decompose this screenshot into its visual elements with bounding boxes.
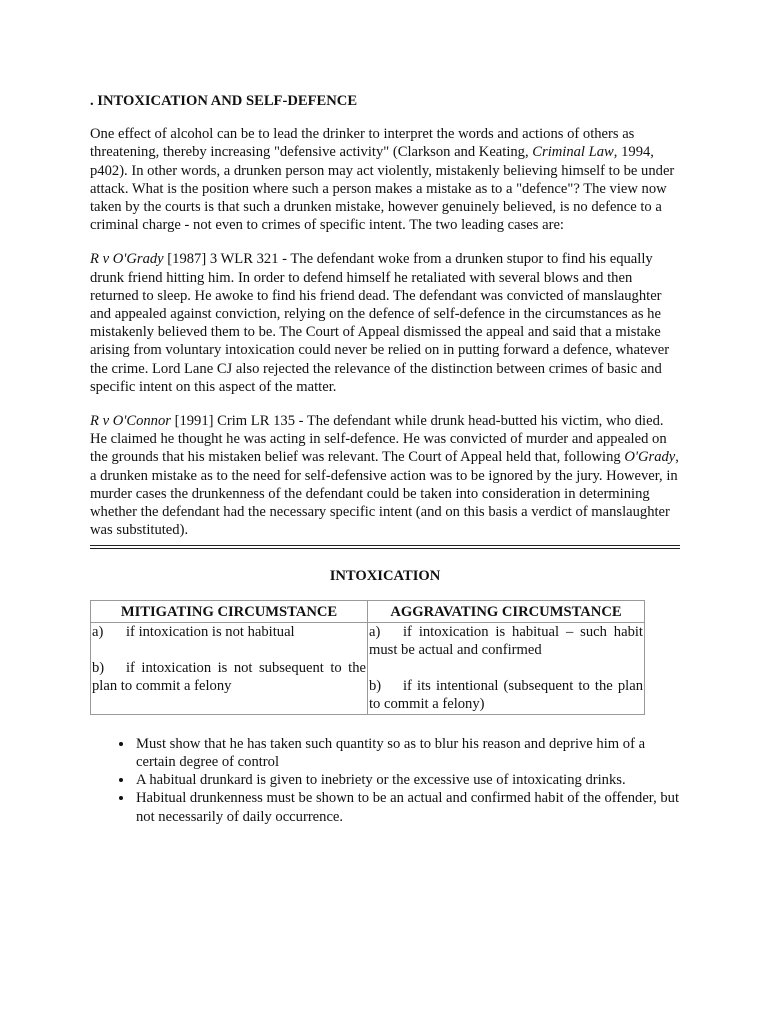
- section-heading: . INTOXICATION AND SELF-DEFENCE: [90, 93, 358, 109]
- intro-paragraph: [90, 125, 680, 234]
- intro-text-2: , 1994, p402). In other words, a drunken person may act violently, mistakenly believing himself to be under attack. What is the position where such a person makes a mistake as to a "defence"? The view now taken by the courts is that such a drunken mistake, however genuinely believed, is no defence to a criminal charge - not even to crimes of specific intent. The two leading cases are:: [90, 144, 675, 234]
- case-oconnor-name: R v O'Connor: [90, 413, 171, 430]
- mitigating-item-a: a) if intoxication is not habitual: [92, 623, 295, 640]
- mitigating-header: MITIGATING CIRCUMSTANCE: [91, 600, 368, 622]
- case-oconnor-paragraph: [90, 412, 680, 539]
- aggravating-cell: [368, 622, 645, 714]
- document-page: [90, 92, 680, 826]
- list-item: • A habitual drunkard is given to inebriety or the excessive use of intoxicating drinks.: [134, 771, 680, 789]
- circumstance-table: [90, 600, 645, 715]
- intoxication-title: INTOXICATION: [329, 568, 441, 585]
- aggravating-item-a: a) if intoxication is habitual – such habit must be actual and confirmed: [369, 623, 643, 659]
- table-header-row: [91, 600, 645, 622]
- case-oconnor-reference: O'Grady: [624, 449, 676, 466]
- intro-text-1: One effect of alcohol can be to lead the drinker to interpret the words and actions of others as threatening, thereby increasing "defensive activity" (Clarkson and Keating,: [90, 126, 635, 161]
- double-divider: [90, 545, 680, 549]
- table-row: [91, 622, 645, 714]
- list-item: • Habitual drunkenness must be shown to be an actual and confirmed habit of the offender, but not necessarily of daily occurrence.: [134, 789, 680, 825]
- intro-citation-title: Criminal Law: [532, 144, 614, 161]
- aggravating-item-b: b) if its intentional (subsequent to the plan to commit a felony): [369, 678, 643, 713]
- case-oconnor-text-2: , a drunken mistake as to the need for self-defensive action was to be ignored by the jury. However, in murder cases the drunkenness of the defendant could be taken into consideration in determining whether the defendant had the necessary specific intent (and on this basis a verdict of manslaughter was substituted).: [90, 449, 679, 539]
- aggravating-header: AGGRAVATING CIRCUMSTANCE: [368, 600, 645, 622]
- case-oconnor-text-1: [1991] Crim LR 135 - The defendant while drunk head-butted his victim, who died. He claimed he thought he was acting in self-defence. He was convicted of murder and appealed on the grounds that his mistaken belief was relevant. The Court of Appeal held that, following: [90, 413, 667, 466]
- mitigating-item-b: b) if intoxication is not subsequent to the plan to commit a felony: [92, 660, 366, 695]
- notes-list: [90, 735, 680, 826]
- list-item: • Must show that he has taken such quantity so as to blur his reason and deprive him of a certain degree of control: [134, 735, 680, 771]
- case-ogrady-text: [1987] 3 WLR 321 - The defendant woke from a drunken stupor to find his equally drunk friend hitting him. In order to defend himself he retaliated with several blows and then returned to sleep. He awoke to find his friend dead. The defendant was convicted of manslaughter and appealed against conviction, relying on the defence of self-defence in the circumstances as he mistakenly believed them to be. The Court of Appeal dismissed the appeal and said that a mistake arising from voluntary intoxication could never be relied on in putting forward a defence, whatever the crime. Lord Lane CJ also rejected the relevance of the distinction between crimes of basic and specific intent on this aspect of the matter.: [90, 251, 670, 395]
- case-ogrady-paragraph: [90, 250, 680, 396]
- case-ogrady-name: R v O'Grady: [90, 251, 164, 268]
- mitigating-cell: [91, 622, 368, 714]
